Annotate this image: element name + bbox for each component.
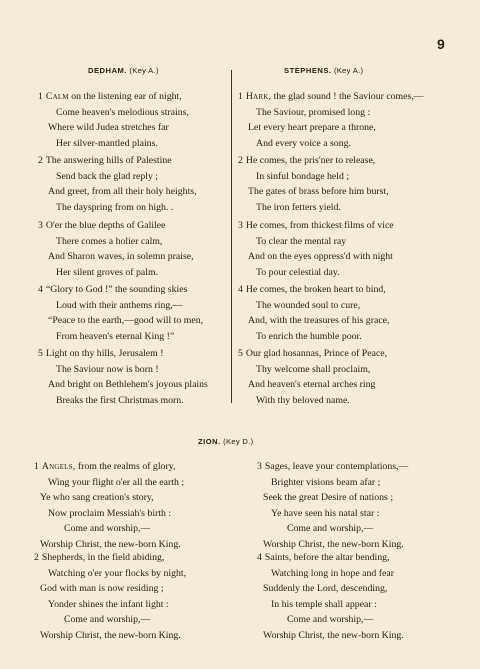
verse-line: And heaven's eternal arches ring: [248, 379, 376, 391]
verse: [257, 550, 404, 644]
verse-line: Breaks the first Christmas morn.: [56, 394, 184, 406]
verse: [238, 153, 389, 215]
verse: [38, 346, 208, 408]
verse-line: [238, 153, 389, 169]
verse-first-line-text: Sages, leave your contemplations,—: [264, 461, 409, 472]
verse-line: Worship Christ, the new-born King.: [40, 538, 181, 550]
verse-first-line-text: O'er the blue depths of Galilee: [45, 220, 166, 231]
verse-line: Suddenly the Lord, descending,: [263, 583, 388, 595]
tune-key: (Key A.): [129, 66, 159, 75]
verse-first-line-text: Saints, before the altar bending,: [264, 552, 390, 563]
verse-line: To clear the mental ray: [256, 235, 347, 247]
verse-line: Come and worship,—: [64, 614, 151, 626]
verse-line: Send back the glad reply ;: [56, 170, 159, 182]
tune-name: DEDHAM.: [88, 66, 127, 75]
verse-line: Where wild Judea stretches far: [48, 122, 169, 134]
verse-line: Her silent groves of palm.: [56, 266, 159, 278]
verse-number: 3: [238, 220, 243, 231]
verse: [238, 218, 394, 280]
verse-line: From heaven's eternal King !”: [56, 330, 175, 342]
verse-line: [257, 550, 404, 566]
verse-line: Loud with their anthems ring,—: [56, 299, 183, 311]
verse-line: In sinful bondage held ;: [256, 170, 350, 182]
verse-first-line-text: He comes, the pris'ner to release,: [245, 155, 376, 166]
verse-number: 2: [238, 155, 243, 166]
verse-first-line-text: The answering hills of Palestine: [45, 155, 172, 166]
verse-line: Come and worship,—: [64, 523, 151, 535]
verse-line: With thy beloved name.: [256, 394, 350, 406]
verse: [38, 89, 189, 151]
column-divider: [231, 70, 232, 403]
verse-line: Her silver-mantled plains.: [56, 137, 158, 149]
verse-line: The dayspring from on high. .: [56, 201, 174, 213]
verse-first-line-text: He comes, the broken heart to bind,: [245, 284, 386, 295]
verse-line: There comes a holier calm,: [56, 235, 163, 247]
verse-line: The gates of brass before him burst,: [248, 186, 389, 198]
verse-line: [38, 282, 203, 298]
verse-line: The wounded soul to cure,: [256, 299, 361, 311]
verse-line: [38, 89, 189, 105]
verse-line: And, with the treasures of his grace,: [248, 315, 390, 327]
verse-line: Let every heart prepare a throne,: [248, 122, 376, 134]
verse-line: Come and worship,—: [287, 523, 374, 535]
verse-line: [238, 218, 394, 234]
verse-line: [38, 153, 197, 169]
verse-line: God with man is now residing ;: [40, 583, 164, 595]
verse-line: The Saviour, promised long :: [256, 106, 371, 118]
verse-number: 1: [238, 91, 243, 102]
verse-line: And every voice a song.: [256, 137, 351, 149]
verse-line: Seek the great Desire of nations ;: [263, 492, 394, 504]
verse-line: And greet, from all their holy heights,: [48, 186, 197, 198]
tune-header-zion: [198, 437, 253, 446]
verse: [238, 346, 387, 408]
verse-line: To pour celestial day.: [256, 266, 340, 278]
verse-line: Watching long in hope and fear: [271, 567, 394, 579]
verse: [38, 153, 197, 215]
tune-name: ZION.: [198, 437, 221, 446]
verse-line: [238, 282, 389, 298]
verse: [38, 218, 194, 280]
verse: [34, 459, 184, 553]
tune-key: (Key D.): [223, 437, 254, 446]
verse-first-line-text: Light on thy hills, Jerusalem !: [45, 348, 164, 359]
verse-first-line-text: Our glad hosannas, Prince of Peace,: [245, 348, 388, 359]
verse: [238, 89, 424, 151]
verse-first-line-text: on the listening ear of night,: [68, 91, 182, 102]
verse-number: 4: [38, 284, 43, 295]
verse-line: Come and worship,—: [287, 614, 374, 626]
verse-line: Ye have seen his natal star :: [271, 507, 380, 519]
tune-header-stephens: [284, 66, 363, 75]
verse-first-line-text: Shepherds, in the field abiding,: [41, 552, 165, 563]
verse-number: 3: [257, 461, 262, 472]
verse-line: And Sharon waves, in solemn praise,: [48, 251, 194, 263]
verse-first-line-text: the glad sound ! the Saviour comes,—: [271, 91, 424, 102]
verse-line: [38, 346, 208, 362]
verse-number: 1: [38, 91, 43, 102]
verse-line: Thy welcome shall proclaim,: [256, 363, 371, 375]
verse: [257, 459, 408, 553]
verse-first-word: Hark,: [245, 91, 272, 102]
verse-line: [34, 459, 184, 475]
verse-line: And on the eyes oppress'd with night: [248, 251, 393, 263]
verse: [238, 282, 389, 344]
verse-first-word: Calm: [45, 91, 69, 102]
verse-line: Now proclaim Messiah's birth :: [48, 507, 172, 519]
tune-name: STEPHENS.: [284, 66, 332, 75]
verse-number: 5: [238, 348, 243, 359]
verse-line: Worship Christ, the new-born King.: [263, 538, 404, 550]
verse-line: Wing your flight o'er all the earth ;: [48, 476, 185, 488]
verse-first-line-text: He comes, from thickest films of vice: [245, 220, 394, 231]
verse-line: The iron fetters yield.: [256, 201, 341, 213]
verse-line: And bright on Bethlehem's joyous plains: [48, 379, 208, 391]
verse-number: 4: [238, 284, 243, 295]
page-number: 9: [437, 36, 445, 52]
verse-line: To enrich the humble poor.: [256, 330, 362, 342]
verse: [38, 282, 203, 344]
verse-line: Come heaven's melodious strains,: [56, 106, 189, 118]
verse-line: Ye who sang creation's story,: [40, 492, 154, 504]
verse-line: Worship Christ, the new-born King.: [40, 629, 181, 641]
verse-number: 2: [38, 155, 43, 166]
verse-number: 1: [34, 461, 39, 472]
verse-line: Brighter visions beam afar ;: [271, 476, 381, 488]
verse-first-line-text: from the realms of glory,: [75, 461, 176, 472]
verse-line: In his temple shall appear :: [271, 598, 377, 610]
verse-line: Yonder shines the infant light :: [48, 598, 169, 610]
verse-number: 3: [38, 220, 43, 231]
verse-line: [38, 218, 194, 234]
verse: [34, 550, 186, 644]
verse-number: 4: [257, 552, 262, 563]
verse-line: Watching o'er your flocks by night,: [48, 567, 187, 579]
verse-first-line-text: “Glory to God !” the sounding skies: [45, 284, 188, 295]
verse-line: Worship Christ, the new-born King.: [263, 629, 404, 641]
verse-number: 5: [38, 348, 43, 359]
verse-line: The Saviour now is born !: [56, 363, 159, 375]
verse-first-word: Angels,: [41, 461, 76, 472]
verse-line: [238, 89, 424, 105]
verse-number: 2: [34, 552, 39, 563]
verse-line: [238, 346, 387, 362]
verse-line: [257, 459, 408, 475]
verse-line: “Peace to the earth,—good will to men,: [48, 315, 204, 327]
tune-key: (Key A.): [333, 66, 364, 75]
verse-line: [34, 550, 186, 566]
tune-header-dedham: [88, 66, 159, 75]
